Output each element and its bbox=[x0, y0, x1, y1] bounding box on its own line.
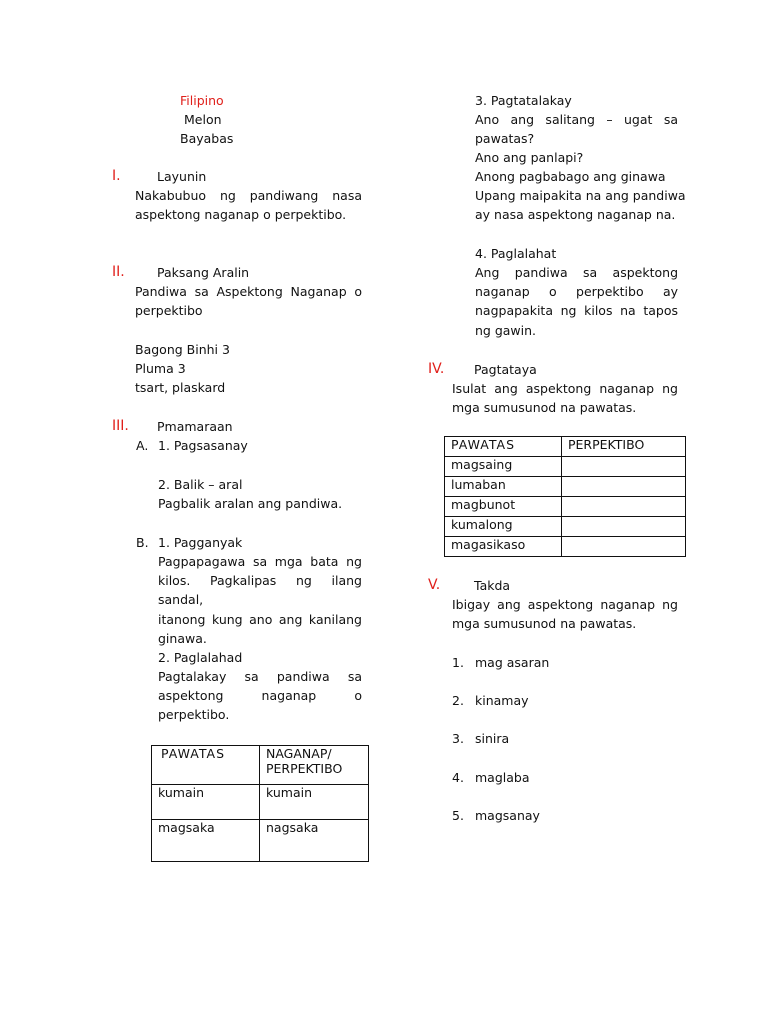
section1-line: aspektong naganap o perpektibo. bbox=[135, 207, 347, 223]
table-cell bbox=[562, 477, 686, 497]
b4-line: naganap o perpektibo ay bbox=[475, 284, 678, 300]
takda-item-text: maglaba bbox=[475, 770, 530, 785]
section2-line: Pandiwa sa Aspektong Naganap o bbox=[135, 284, 362, 299]
section4-numeral: IV. bbox=[428, 361, 445, 377]
takda-item-text: mag asaran bbox=[475, 655, 550, 670]
table-header-cell: NAGANAP/ PERPEKTIBO bbox=[260, 746, 369, 785]
pagtataya-table bbox=[444, 436, 686, 557]
section4-line: Isulat ang aspektong naganap ng bbox=[452, 381, 678, 396]
b2-line: perpektibo. bbox=[158, 707, 230, 723]
section1-line: Nakabubuo ng pandiwang nasa bbox=[135, 188, 362, 203]
b1-line: kilos. Pagkalipas ng ilang sandal, bbox=[158, 573, 362, 608]
section4-line: mga sumusunod na pawatas. bbox=[452, 400, 637, 416]
section3-numeral: III. bbox=[112, 418, 129, 434]
table-header-cell: PERPEKTIBO bbox=[562, 437, 686, 457]
b3-line: pawatas? bbox=[475, 131, 535, 147]
section2-line: perpektibo bbox=[135, 303, 203, 319]
section2-numeral: II. bbox=[112, 264, 125, 280]
takda-item-text: magsanay bbox=[475, 808, 540, 823]
table-header-cell: PAWATAS bbox=[152, 746, 260, 785]
takda-item-text: kinamay bbox=[475, 693, 529, 708]
part-b3-text bbox=[475, 110, 678, 148]
b2-line: aspektong naganap o bbox=[158, 688, 362, 704]
table-row bbox=[445, 497, 686, 517]
b1-line: Pagpapagawa sa mga bata ng bbox=[158, 554, 362, 569]
material-item: tsart, plaskard bbox=[135, 380, 226, 395]
part-b1-heading: 1. Pagganyak bbox=[158, 535, 243, 550]
section1-heading: Layunin bbox=[157, 169, 207, 184]
table-row bbox=[152, 785, 369, 820]
table-cell bbox=[562, 537, 686, 557]
part-a-letter: A. bbox=[136, 438, 149, 453]
b3-plain-line: Upang maipakita na ang pandiwa bbox=[475, 188, 686, 203]
b3-plain-line: Ano ang panlapi? bbox=[475, 150, 584, 165]
title-line-bayabas: Bayabas bbox=[180, 131, 234, 146]
table-cell: nagsaka bbox=[260, 820, 369, 862]
b3-line: Ano ang salitang – ugat sa bbox=[475, 112, 678, 127]
part-b2-text bbox=[158, 667, 362, 725]
part-a2-heading: 2. Balik – aral bbox=[158, 477, 243, 492]
table-cell: kumain bbox=[260, 785, 369, 820]
takda-item-number: 4. bbox=[452, 770, 464, 785]
material-item: Pluma 3 bbox=[135, 361, 186, 376]
section4-text bbox=[452, 379, 678, 417]
section1-numeral: I. bbox=[112, 168, 121, 184]
table-row bbox=[445, 537, 686, 557]
b2-line: Pagtalakay sa pandiwa sa bbox=[158, 669, 362, 684]
takda-item-text: sinira bbox=[475, 731, 510, 746]
b4-line: nagpapakita ng kilos na tapos bbox=[475, 303, 678, 319]
table-cell: magsaka bbox=[152, 820, 260, 862]
table-row bbox=[445, 477, 686, 497]
table-cell: magasikaso bbox=[445, 537, 562, 557]
part-b3-heading: 3. Pagtatalakay bbox=[475, 93, 572, 108]
part-b4-text bbox=[475, 263, 678, 340]
part-b4-heading: 4. Paglalahat bbox=[475, 246, 557, 261]
b3-plain-line: Anong pagbabago ang ginawa bbox=[475, 169, 666, 184]
table-cell: magbunot bbox=[445, 497, 562, 517]
table-header-row bbox=[152, 746, 369, 785]
naganap-table bbox=[151, 745, 369, 862]
part-b-letter: B. bbox=[136, 535, 149, 550]
table-header-cell: PAWATAS bbox=[445, 437, 562, 457]
table-row bbox=[445, 517, 686, 537]
section5-line: Ibigay ang aspektong naganap ng bbox=[452, 597, 678, 612]
part-b2-heading: 2. Paglalahad bbox=[158, 650, 243, 665]
section3-heading: Pmamaraan bbox=[157, 419, 233, 434]
table-row bbox=[445, 457, 686, 477]
b3-plain-line: ay nasa aspektong naganap na. bbox=[475, 207, 676, 222]
title-line-melon: Melon bbox=[184, 112, 222, 127]
part-b1-text bbox=[158, 552, 362, 648]
section5-numeral: V. bbox=[428, 577, 441, 593]
table-cell bbox=[562, 457, 686, 477]
section4-heading: Pagtataya bbox=[474, 362, 537, 377]
section2-text bbox=[135, 282, 362, 320]
takda-item-number: 1. bbox=[452, 655, 464, 670]
material-item: Bagong Binhi 3 bbox=[135, 342, 230, 357]
table-cell: magsaing bbox=[445, 457, 562, 477]
part-a1-heading: 1. Pagsasanay bbox=[158, 438, 248, 453]
table-cell: kumalong bbox=[445, 517, 562, 537]
takda-item-number: 3. bbox=[452, 731, 464, 746]
b4-line: Ang pandiwa sa aspektong bbox=[475, 265, 678, 280]
b1-line: ginawa. bbox=[158, 630, 207, 646]
takda-item-number: 2. bbox=[452, 693, 464, 708]
table-cell bbox=[562, 517, 686, 537]
section5-text bbox=[452, 595, 678, 633]
section2-heading: Paksang Aralin bbox=[157, 265, 250, 280]
part-a2-text: Pagbalik aralan ang pandiwa. bbox=[158, 496, 343, 511]
table-cell bbox=[562, 497, 686, 517]
b4-line: ng gawin. bbox=[475, 322, 537, 338]
table-cell: kumain bbox=[152, 785, 260, 820]
b1-line: itanong kung ano ang kanilang bbox=[158, 611, 362, 627]
section1-text bbox=[135, 186, 362, 224]
table-header-row bbox=[445, 437, 686, 457]
section5-heading: Takda bbox=[474, 578, 511, 593]
takda-item-number: 5. bbox=[452, 808, 464, 823]
subject-title: Filipino bbox=[180, 93, 224, 108]
table-row bbox=[152, 820, 369, 862]
section5-line: mga sumusunod na pawatas. bbox=[452, 616, 637, 632]
table-cell: lumaban bbox=[445, 477, 562, 497]
